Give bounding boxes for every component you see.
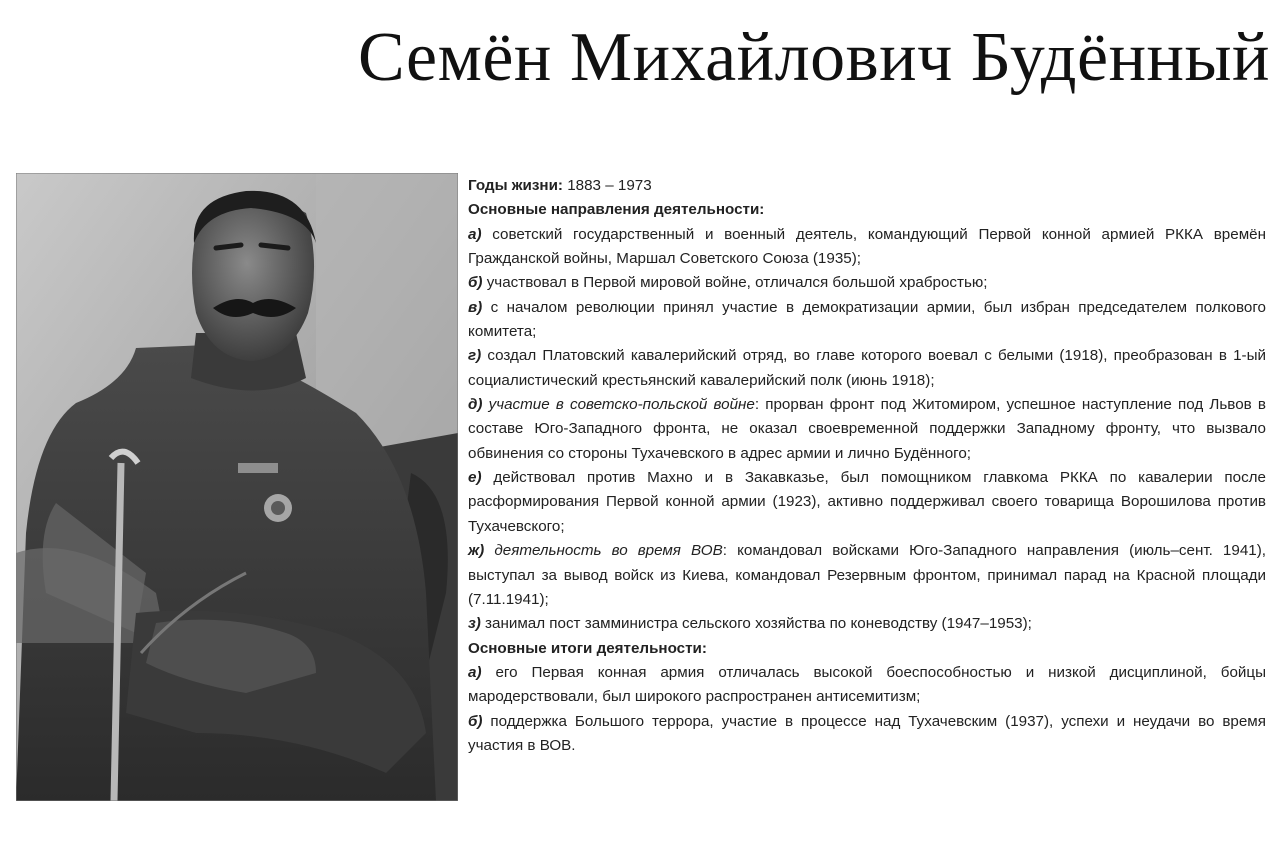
life-years-label: Годы жизни: xyxy=(468,177,563,194)
item-marker: г) xyxy=(468,347,482,365)
portrait-photo xyxy=(16,173,458,801)
direction-item-d xyxy=(468,393,1266,466)
item-marker: в) xyxy=(468,298,483,316)
result-item-a xyxy=(468,661,1266,710)
item-text: занимал пост замминистра сельского хозяйства по коневодству (1947–1953); xyxy=(485,615,1032,633)
direction-item-zh xyxy=(468,539,1266,612)
page-title: Семён Михайлович Будённый xyxy=(357,19,1270,96)
item-marker: б) xyxy=(468,274,483,292)
results-heading: Основные итоги деятельности: xyxy=(468,639,707,657)
life-years-line xyxy=(468,174,1266,198)
item-marker: а) xyxy=(468,225,482,243)
item-marker: ж) xyxy=(468,542,485,560)
result-item-b xyxy=(468,710,1266,759)
direction-item-v xyxy=(468,296,1266,345)
item-marker: б) xyxy=(468,712,483,730)
item-text: поддержка Большого террора, участие в процессе над Тухачевским (1937), успехи и неудачи во время участия в ВОВ. xyxy=(468,712,1266,754)
directions-heading: Основные направления деятельности: xyxy=(468,201,765,219)
life-years-value: 1883 – 1973 xyxy=(567,177,652,194)
item-text: с началом революции принял участие в демократизации армии, был избран председателем полкового комитета; xyxy=(468,298,1266,341)
direction-item-b xyxy=(468,271,1266,295)
item-text: советский государственный и военный деятель, командующий Первой конной армией РККА времён Гражданской войны, Маршал Советского Союза (1935); xyxy=(468,225,1266,268)
item-text: : командовал войсками Юго-Западного направления (июль–сент. 1941), выступал за вывод войск из Киева, командовал Резервным фронтом, принимал парад на Красной площади (7.11.1941); xyxy=(468,542,1266,608)
item-marker: а) xyxy=(468,663,482,681)
direction-item-g xyxy=(468,344,1266,393)
item-text: действовал против Махно и в Закавказье, был помощником главкома РККА по кавалерии после расформирования Первой конной армии (1923), активно поддерживал своего товарища Ворошилова против Тухачевского; xyxy=(468,469,1266,535)
item-marker: з) xyxy=(468,615,481,633)
direction-item-a xyxy=(468,223,1266,272)
item-emphasis: деятельность во время ВОВ xyxy=(494,542,723,560)
item-text: : прорван фронт под Житомиром, успешное наступление под Львов в составе Юго-Западного фронта, не оказал своевременной поддержки Западному фронту, что вызвало обвинения со стороны Тухачевского в адрес армии и лично Будённого; xyxy=(468,396,1266,462)
item-marker: е) xyxy=(468,469,482,487)
item-text: участвовал в Первой мировой войне, отличался большой храбростью; xyxy=(486,274,988,292)
direction-item-z xyxy=(468,612,1266,636)
item-text: создал Платовский кавалерийский отряд, во главе которого воевал с белыми (1918), преобразован в 1-ый социалистический крестьянский кавалерийский полк (июнь 1918); xyxy=(468,347,1266,389)
item-text: его Первая конная армия отличалась высокой боеспособностью и низкой дисциплиной, бойцы мародерствовали, был широкого распространен антисемитизм; xyxy=(468,663,1266,706)
item-marker: д) xyxy=(468,396,483,414)
bio-text-block xyxy=(468,174,1266,758)
item-emphasis: участие в советско-польской войне xyxy=(488,396,755,414)
direction-item-e xyxy=(468,466,1266,539)
